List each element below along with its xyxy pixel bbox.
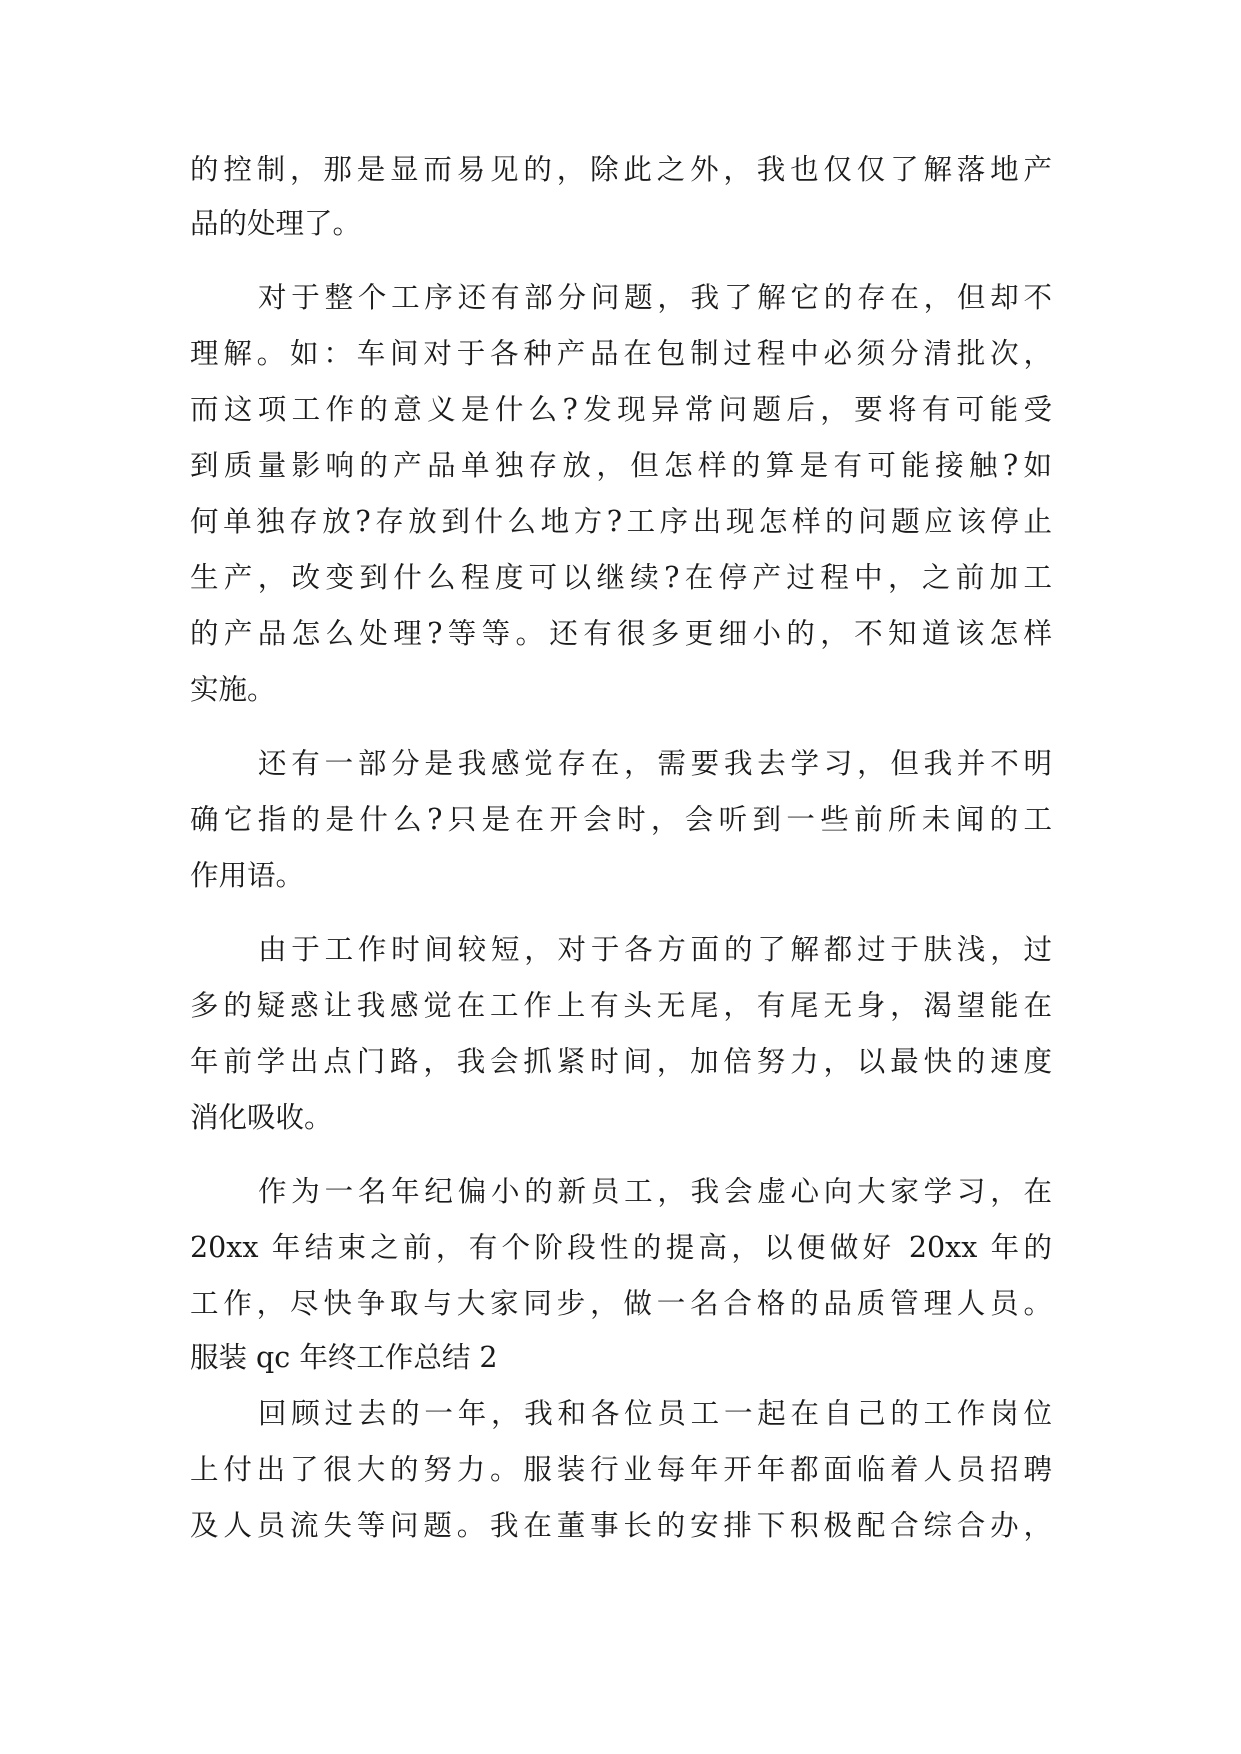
paragraph-line: 品的处理了。 xyxy=(190,207,362,240)
paragraph-line: 的产品怎么处理?等等。还有很多更细小的，不知道该怎样 xyxy=(190,617,1052,650)
paragraph-line: 及人员流失等问题。我在董事长的安排下积极配合综合办， xyxy=(190,1509,1052,1542)
paragraph-line: 实施。 xyxy=(190,673,276,706)
paragraph-line: 工作，尽快争取与大家同步，做一名合格的品质管理人员。 xyxy=(190,1287,1052,1320)
paragraph-line: 20xx 年结束之前，有个阶段性的提高，以便做好 20xx 年的 xyxy=(190,1231,1052,1264)
paragraph-line: 多的疑惑让我感觉在工作上有头无尾，有尾无身，渴望能在 xyxy=(190,989,1052,1022)
paragraph-line: 由于工作时间较短，对于各方面的了解都过于肤浅，过 xyxy=(258,933,1052,966)
paragraph-line: 何单独存放?存放到什么地方?工序出现怎样的问题应该停止 xyxy=(190,505,1052,538)
paragraph-line: 作为一名年纪偏小的新员工，我会虚心向大家学习，在 xyxy=(258,1175,1052,1208)
paragraph-line: 对于整个工序还有部分问题，我了解它的存在，但却不 xyxy=(258,281,1052,314)
paragraph-line: 还有一部分是我感觉存在，需要我去学习，但我并不明 xyxy=(258,747,1052,780)
paragraph-line: 而这项工作的意义是什么?发现异常问题后，要将有可能受 xyxy=(190,393,1052,426)
paragraph-line: 的控制，那是显而易见的，除此之外，我也仅仅了解落地产 xyxy=(190,153,1052,186)
paragraph-line: 上付出了很大的努力。服装行业每年开年都面临着人员招聘 xyxy=(190,1453,1052,1486)
paragraph-line: 到质量影响的产品单独存放，但怎样的算是有可能接触?如 xyxy=(190,449,1052,482)
paragraph-line: 确它指的是什么?只是在开会时，会听到一些前所未闻的工 xyxy=(190,803,1052,836)
section-heading: 服装 qc 年终工作总结 2 xyxy=(190,1341,498,1374)
paragraph-line: 消化吸收。 xyxy=(190,1101,333,1134)
paragraph-line: 生产，改变到什么程度可以继续?在停产过程中，之前加工 xyxy=(190,561,1052,594)
paragraph-line: 理解。如：车间对于各种产品在包制过程中必须分清批次， xyxy=(190,337,1052,370)
paragraph-line: 回顾过去的一年，我和各位员工一起在自己的工作岗位 xyxy=(258,1397,1052,1430)
paragraph-line: 年前学出点门路，我会抓紧时间，加倍努力，以最快的速度 xyxy=(190,1045,1052,1078)
paragraph-line: 作用语。 xyxy=(190,859,305,892)
